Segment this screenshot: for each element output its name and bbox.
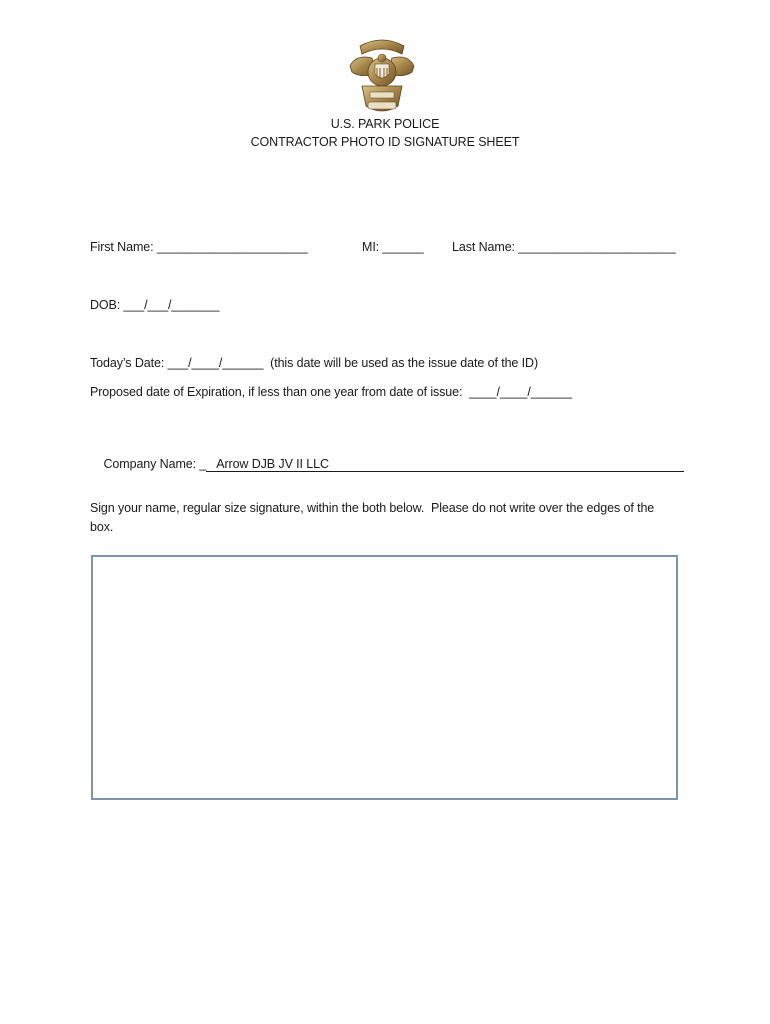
- company-name-field[interactable]: [90, 443, 684, 486]
- todays-date-field[interactable]: Today’s Date: ___/____/______ (this date will be used as the issue date of the ID): [90, 356, 539, 370]
- last-name-field[interactable]: Last Name: _______________________: [452, 240, 676, 254]
- signature-box[interactable]: [91, 555, 678, 800]
- signature-instructions-continued: box.: [90, 520, 114, 534]
- park-police-badge-logo: [346, 36, 418, 116]
- document-subtitle: CONTRACTOR PHOTO ID SIGNATURE SHEET: [250, 135, 520, 149]
- company-name-label: Company Name: _: [103, 457, 207, 471]
- company-name-value: Arrow DJB JV II LLC: [206, 457, 684, 472]
- document-title: U.S. PARK POLICE: [330, 117, 440, 131]
- first-name-field[interactable]: First Name: ______________________: [90, 240, 308, 254]
- expiration-date-field[interactable]: Proposed date of Expiration, if less than one year from date of issue: ____/____/______: [90, 385, 572, 399]
- middle-initial-field[interactable]: MI: ______: [362, 240, 424, 254]
- dob-field[interactable]: DOB: ___/___/_______: [90, 298, 220, 312]
- signature-instructions: Sign your name, regular size signature, within the both below. Please do not write over the edges of the: [90, 501, 655, 515]
